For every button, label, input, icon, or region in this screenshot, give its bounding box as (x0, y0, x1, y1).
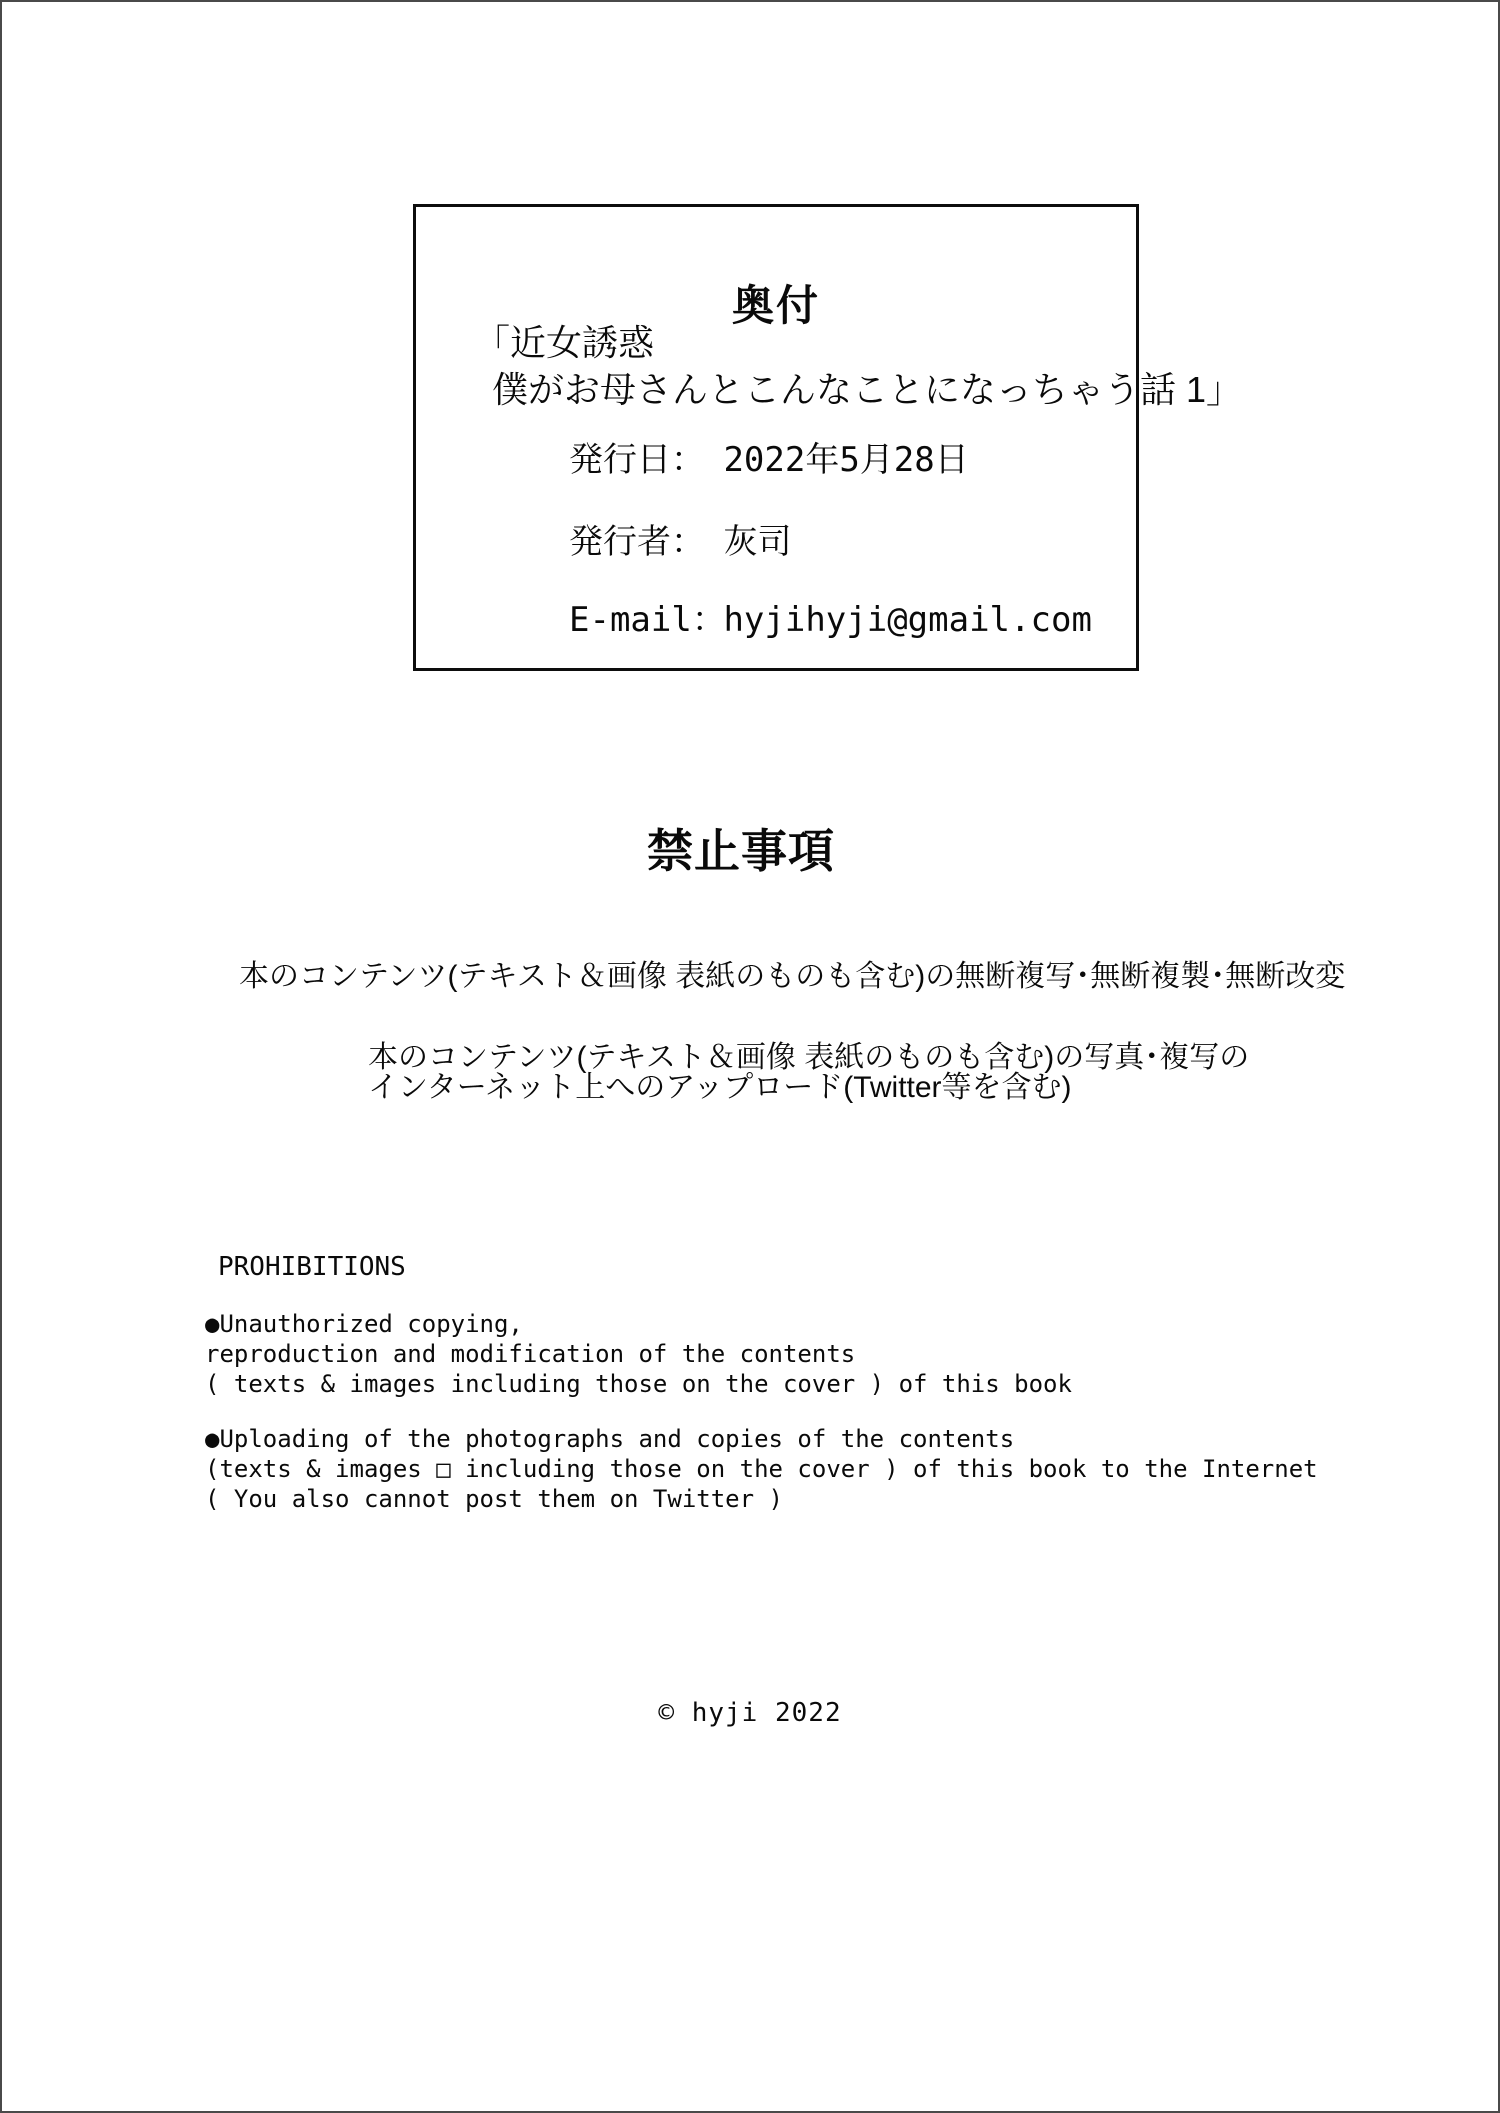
publication-date-value: 2022年5月28日 (723, 440, 969, 480)
copyright-notice: © hyji 2022 (658, 1698, 842, 1728)
prohibitions-jp-item2 (368, 1043, 1249, 1103)
publisher-value: 灰司 (723, 523, 792, 561)
prohibitions-jp-item2-line2: インターネット上へのアップロード(Twitter等を含む) (368, 1071, 1072, 1104)
colophon-rows (416, 207, 1136, 668)
prohibitions-heading-jp: 禁止事項 (647, 825, 835, 877)
prohibitions-en-item2-line2: (texts & images □ including those on the cover ) of this book to the Internet (205, 1455, 1318, 1483)
prohibitions-jp-item2-line1: 本のコンテンツ(テキスト＆画像 表紙のものも含む)の写真･複写の (368, 1041, 1250, 1074)
email-row (569, 592, 1092, 641)
book-title-line2: 僕がお母さんとこんなことになっちゃう話 1」 (492, 369, 1243, 410)
prohibitions-en-item2-line3: ( You also cannot post them on Twitter ) (205, 1485, 783, 1513)
prohibitions-en-item1-line2: reproduction and modification of the contents (205, 1340, 856, 1368)
prohibitions-en-item1-line3: ( texts & images including those on the cover ) of this book (205, 1370, 1072, 1398)
publication-date-row (569, 432, 969, 481)
prohibitions-heading-en: PROHIBITIONS (218, 1252, 406, 1282)
colophon-box (413, 204, 1243, 671)
email-label: E-mail： (569, 600, 726, 640)
book-title-line1: 「近女誘惑 (474, 322, 655, 363)
prohibitions-en-item2 (205, 1424, 1318, 1514)
prohibitions-en-item1 (205, 1309, 1072, 1399)
publisher-row (569, 514, 791, 563)
publication-date-label: 発行日： (569, 441, 705, 479)
prohibitions-jp-item1: 本のコンテンツ(テキスト＆画像 表紙のものも含む)の無断複写･無断複製･無断改変 (239, 960, 1346, 993)
prohibitions-en-item2-line1: ●Uploading of the photographs and copies of the contents (205, 1425, 1015, 1453)
email-value: hyjihyji@gmail.com (723, 600, 1092, 640)
publisher-label: 発行者： (569, 523, 705, 561)
prohibitions-en-item1-line1: ●Unauthorized copying, (205, 1310, 523, 1338)
colophon-heading: 奥付 (731, 282, 820, 329)
